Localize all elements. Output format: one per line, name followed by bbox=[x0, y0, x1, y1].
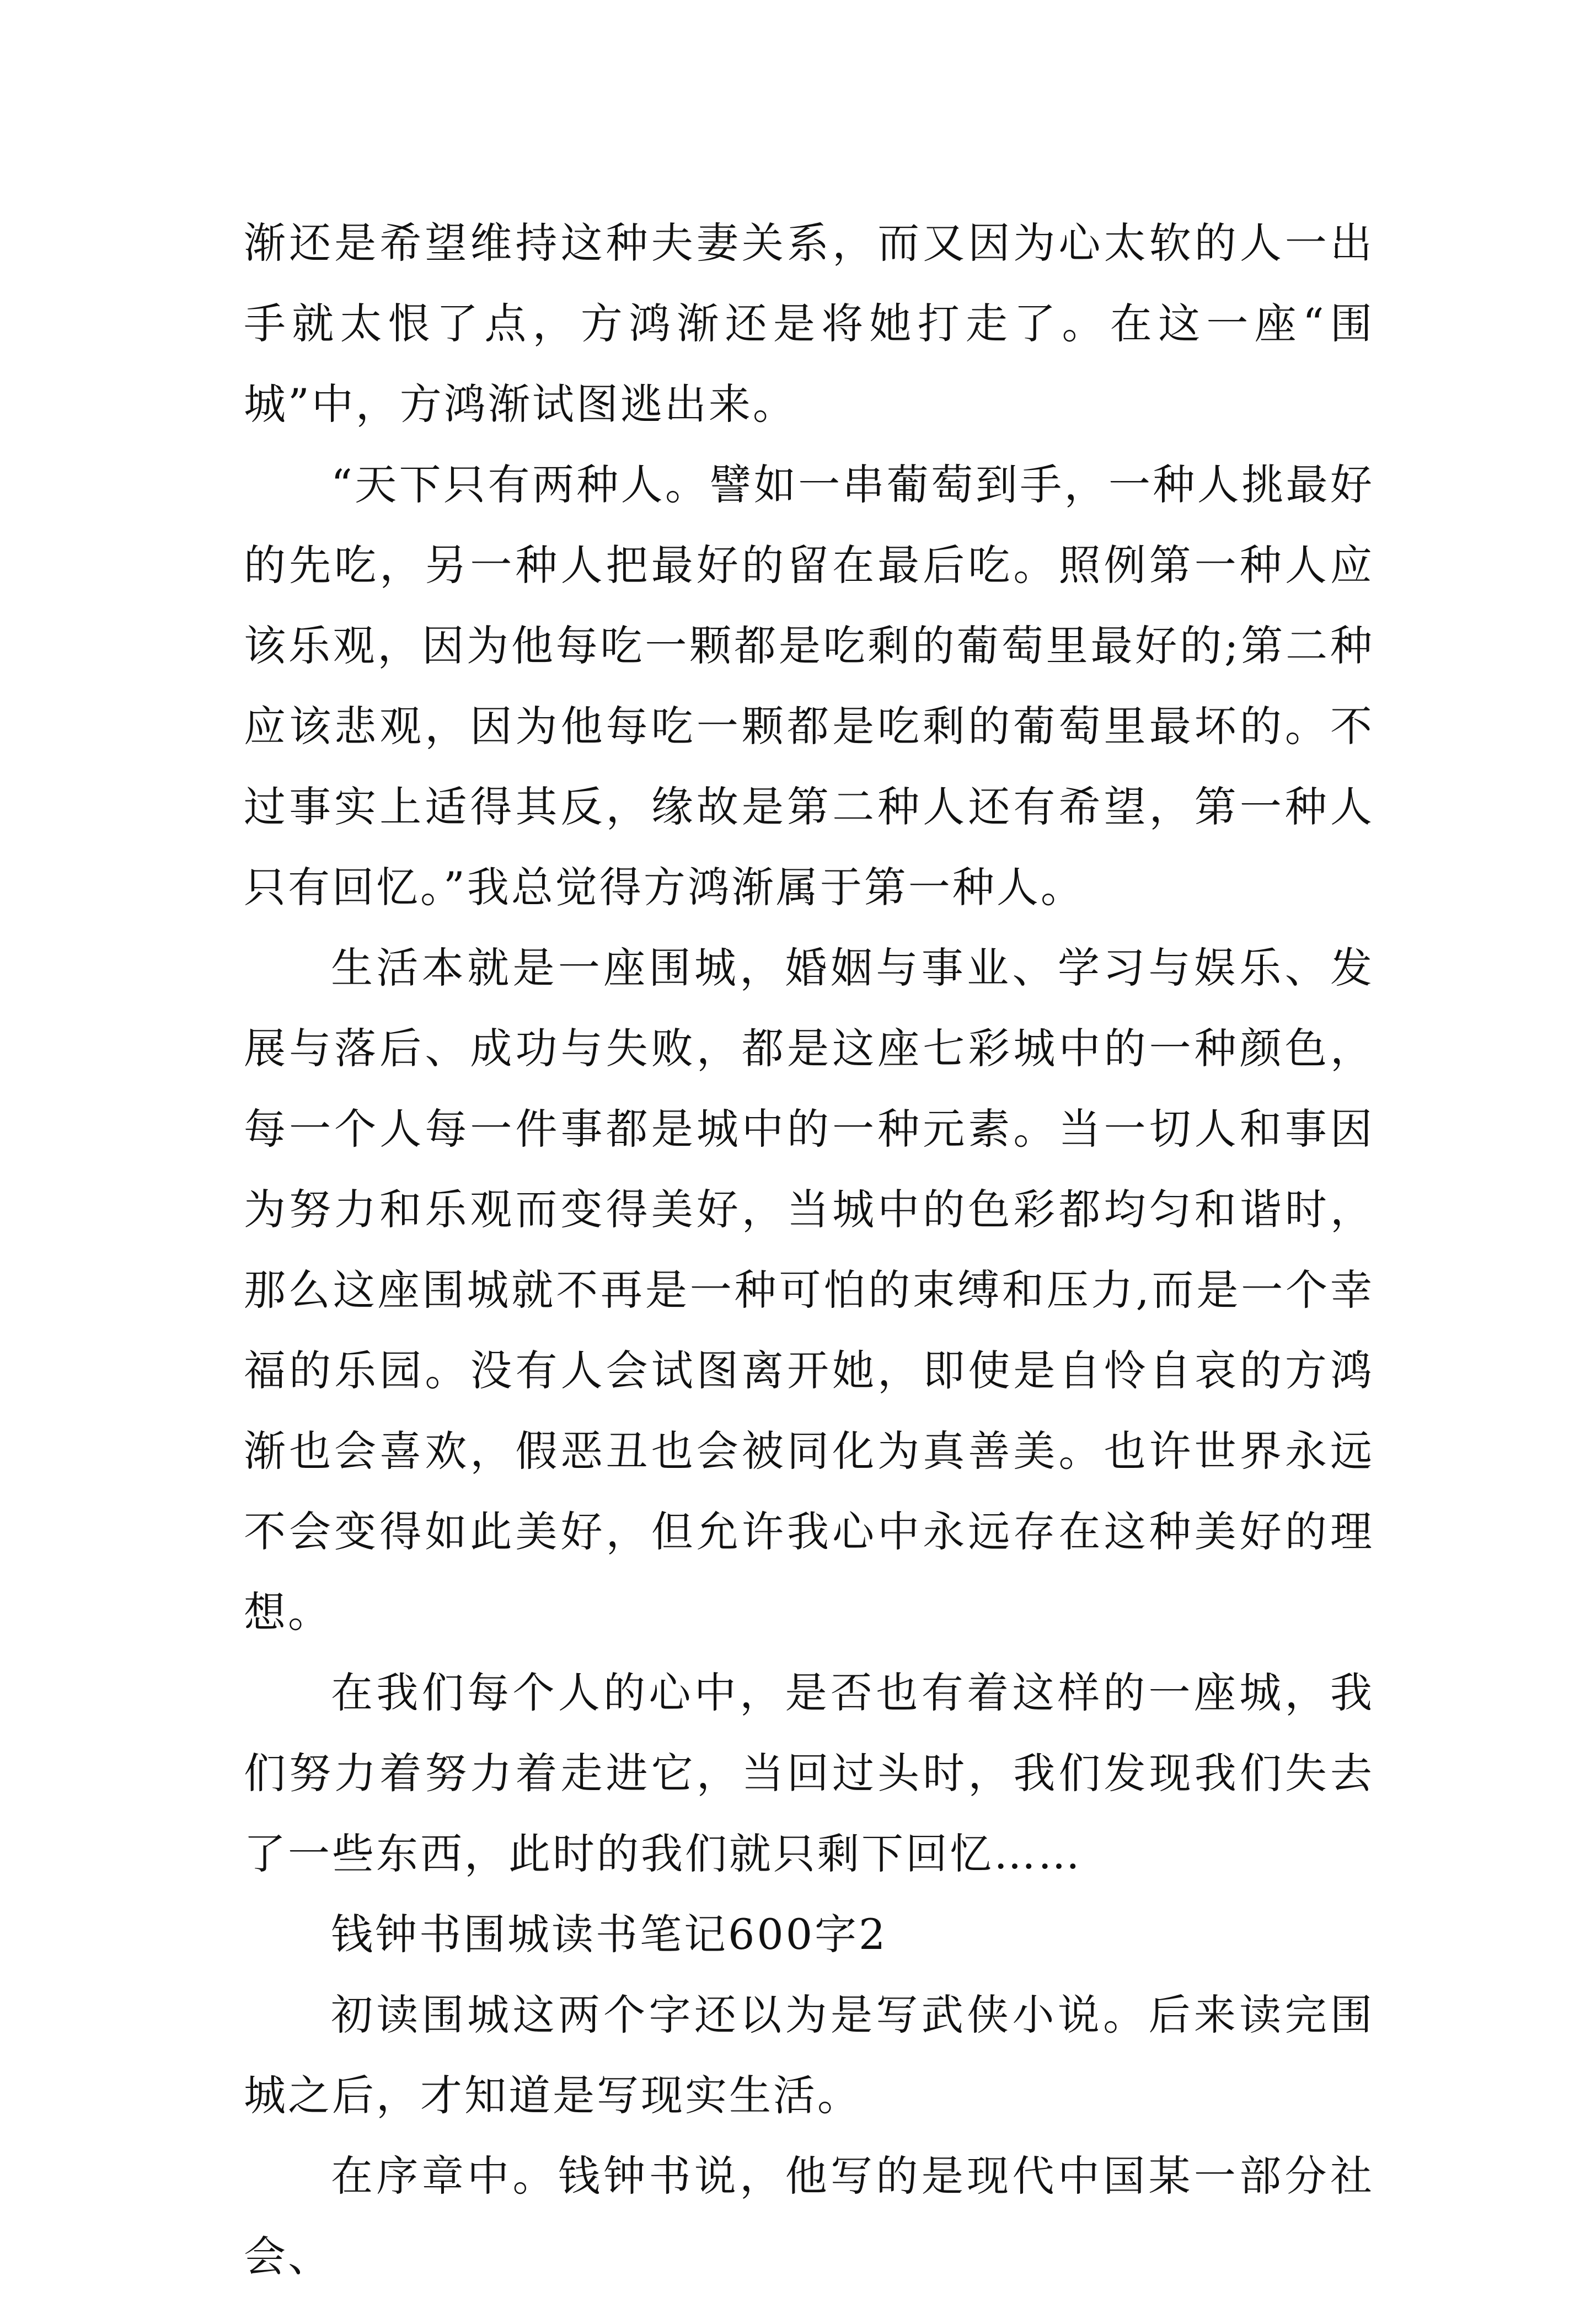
paragraph-life-fortress: 生活本就是一座围城，婚姻与事业、学习与娱乐、发展与落后、成功与失败，都是这座七彩城中的一种颜色，每一个人每一件事都是城中的一种元素。当一切人和事因为努力和乐观而变得美好，当城中的色彩都均匀和谐时，那么这座围城就不再是一种可怕的束缚和压力,而是一个幸福的乐园。没有人会试图离开她，即使是自怜自哀的方鸿渐也会喜欢，假恶丑也会被同化为真善美。也许世界永远不会变得如此美好，但允许我心中永远存在这种美好的理想。 bbox=[244, 943, 1374, 1637]
paragraph-first-reading: 初读围城这两个字还以为是写武侠小说。后来读完围城之后，才知道是写现实生活。 bbox=[244, 1990, 1374, 2120]
paragraph-continued: 渐还是希望维持这种夫妻关系，而又因为心太软的人一出手就太恨了点，方鸿渐还是将她打走了。在这一座“围城”中，方鸿渐试图逃出来。 bbox=[244, 218, 1374, 429]
paragraph-grapes-quote: “天下只有两种人。譬如一串葡萄到手，一种人挑最好的先吃，另一种人把最好的留在最后吃。照例第一种人应该乐观，因为他每吃一颗都是吃剩的葡萄里最好的;第二种应该悲观，因为他每吃一颗都是吃剩的葡萄里最坏的。不过事实上适得其反，缘故是第二种人还有希望，第一种人只有回忆。”我总觉得方鸿渐属于第一种人。 bbox=[244, 460, 1374, 912]
body-text bbox=[244, 203, 1374, 2297]
section-heading: 钱钟书围城读书笔记600字2 bbox=[331, 1910, 888, 1959]
paragraph-city-in-heart: 在我们每个人的心中，是否也有着这样的一座城，我们努力着努力着走进它，当回过头时，我们发现我们失去了一些东西，此时的我们就只剩下回忆…… bbox=[244, 1668, 1374, 1878]
paragraph-preface: 在序章中。钱钟书说，他写的是现代中国某一部分社会、 bbox=[244, 2151, 1374, 2281]
